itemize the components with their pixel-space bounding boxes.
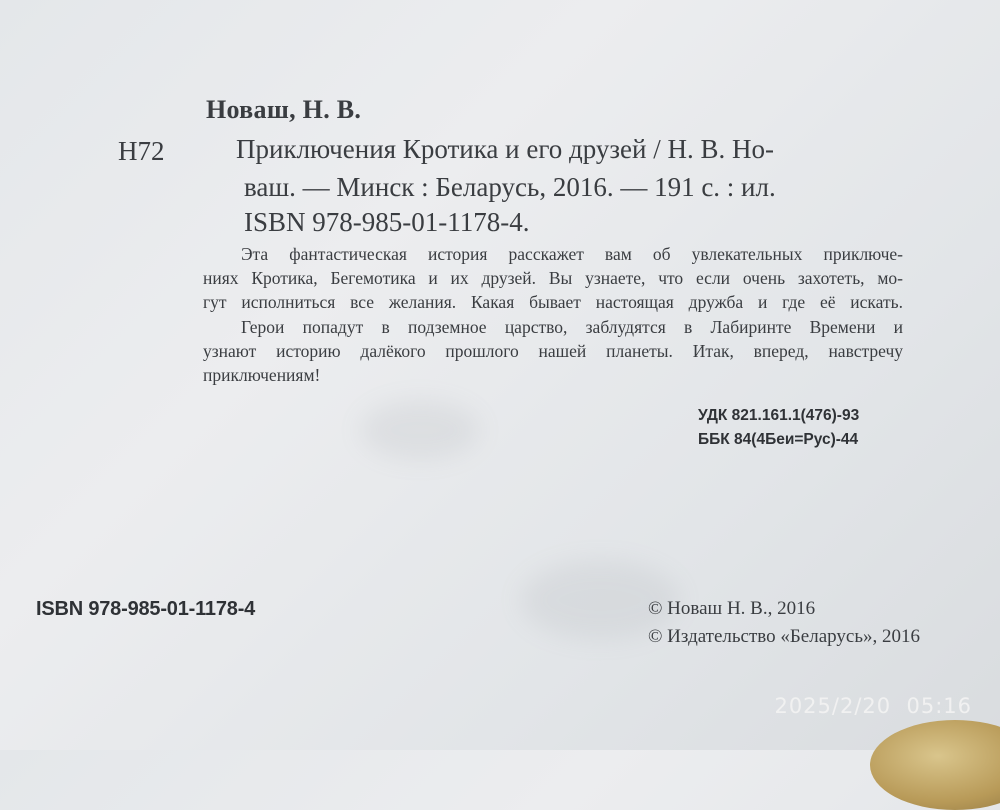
title-line-2: ваш. — Минск : Беларусь, 2016. — 191 с. : ил. [244, 172, 776, 202]
bbk-code: ББК 84(4Беи=Рус)-44 [698, 431, 859, 448]
annotation-line: ниях Кротика, Бегемотика и их друзей. Вы узнаете, что если очень захотеть, мо- [203, 268, 903, 289]
classification-block [698, 404, 859, 452]
annotation [203, 242, 903, 387]
annotation-line: приключениям! [203, 365, 321, 386]
annotation-line: гут исполниться все желания. Какая бывает настоящая дружба и где её искать. [203, 292, 903, 313]
copyright-author: © Новаш Н. В., 2016 [648, 598, 816, 619]
classification-code: Н72 [118, 136, 165, 166]
footer-isbn: ISBN 978-985-01-1178-4 [36, 598, 256, 620]
annotation-line: Эта фантастическая история расскажет вам об увлекательных приключе- [241, 244, 903, 264]
annotation-line: Герои попадут в подземное царство, заблудятся в Лабиринте Времени и [241, 316, 903, 337]
photo-timestamp: 2025/2/20 05:16 [774, 694, 972, 718]
udk-code: УДК 821.161.1(476)-93 [698, 407, 860, 424]
annotation-line: узнают историю далёкого прошлого нашей планеты. Итак, вперед, навстречу [203, 340, 903, 361]
isbn-line: ISBN 978-985-01-1178-4. [244, 207, 530, 237]
author-heading: Новаш, Н. В. [206, 95, 362, 124]
copyright-publisher: © Издательство «Беларусь», 2016 [648, 626, 920, 647]
title-line-1: Приключения Кротика и его друзей / Н. В. Но- [236, 134, 774, 164]
thumb-in-frame [870, 720, 1000, 810]
show-through-blur [360, 400, 480, 460]
